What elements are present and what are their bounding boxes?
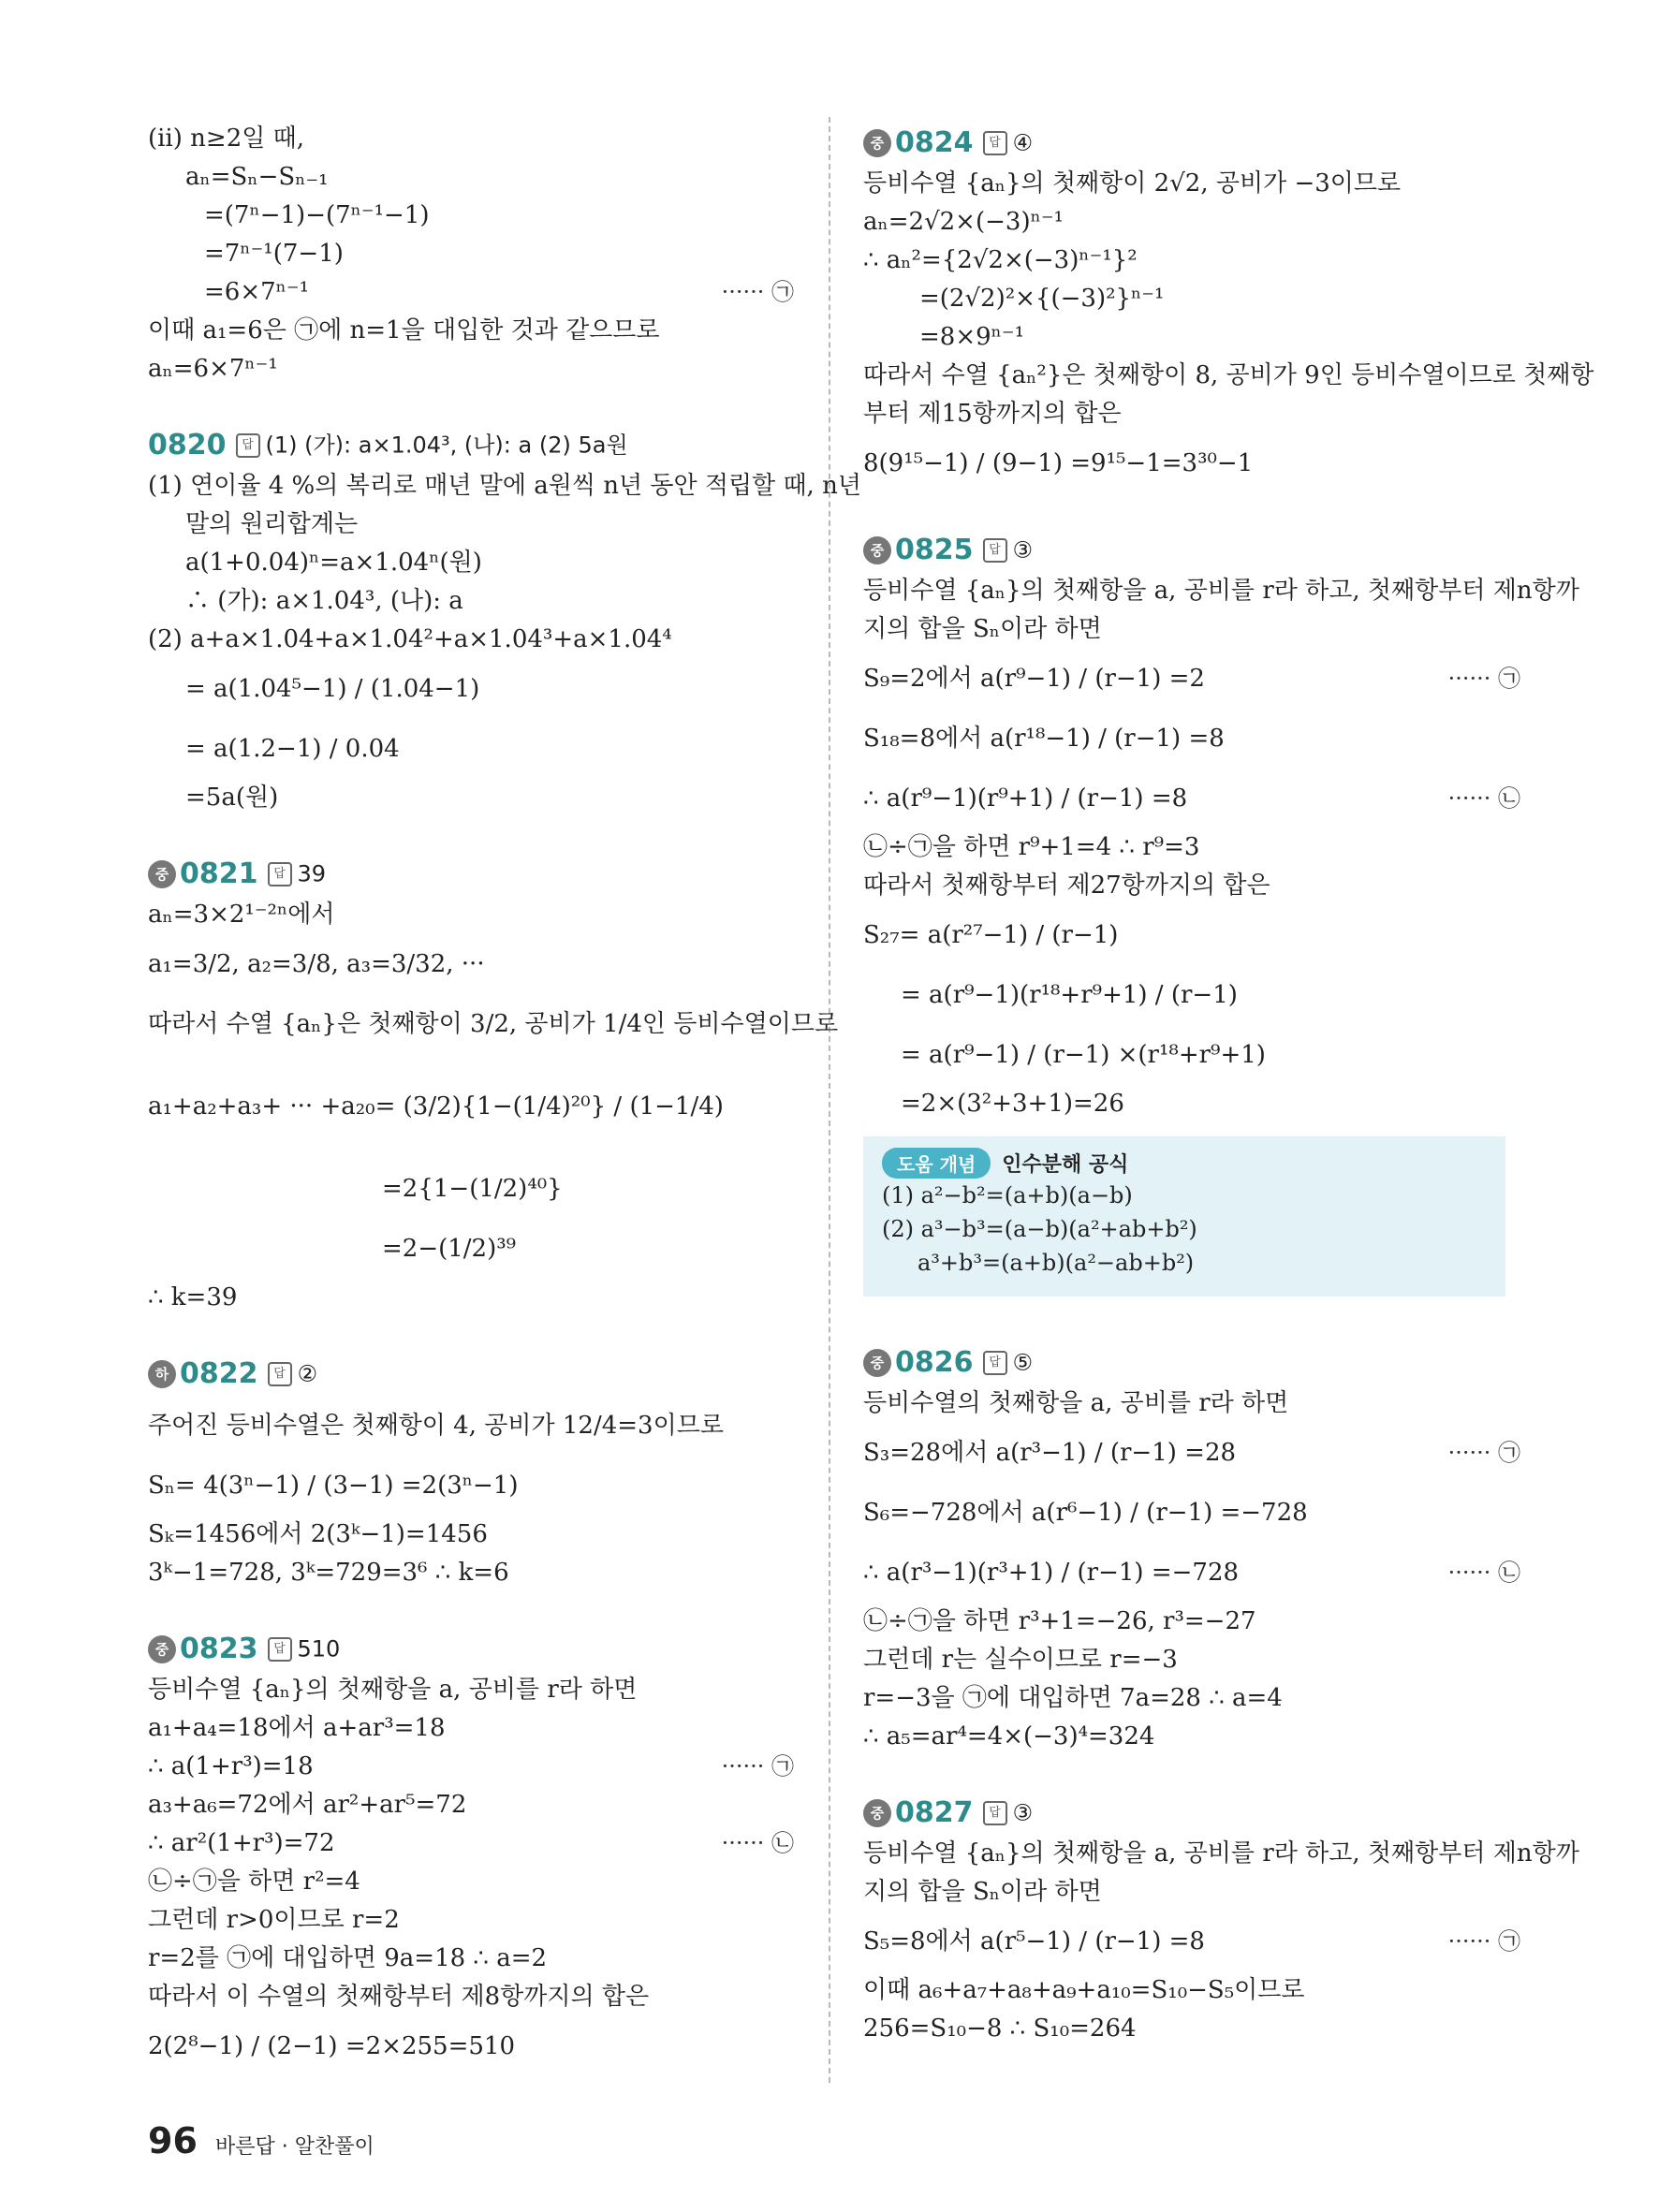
solution-line bbox=[863, 649, 1520, 709]
spacer bbox=[863, 1756, 1520, 1790]
solution-text: =5a(원) bbox=[185, 784, 279, 812]
solution-text: r=−3을 ㉠에 대입하면 7a=28 ∴ a=4 bbox=[863, 1684, 1283, 1712]
problem-header-0820 bbox=[148, 422, 794, 467]
equation-marker: ······ ㉡ bbox=[721, 1830, 794, 1856]
solution-text: (1) 연이율 4 %의 복리로 매년 말에 a원씩 n년 동안 적립할 때, n년 bbox=[148, 472, 861, 500]
solution-line bbox=[863, 1423, 1520, 1483]
right-column bbox=[863, 120, 1594, 2048]
problem-header-0823 bbox=[148, 1626, 794, 1671]
problem-number: 0820 bbox=[148, 428, 227, 461]
answer-text: (1) (가): a×1.04³, (나): a (2) 5a원 bbox=[265, 432, 628, 459]
solution-text: 따라서 수열 {aₙ²}은 첫째항이 8, 공비가 9인 등비수열이므로 첫째항 bbox=[863, 361, 1594, 389]
concept-line: (2) a³−b³=(a−b)(a²+ab+b²) bbox=[882, 1216, 1197, 1242]
solution-line bbox=[148, 1219, 794, 1279]
equation-marker: ······ ㉠ bbox=[1447, 1440, 1520, 1466]
concept-line: (1) a²−b²=(a+b)(a−b) bbox=[882, 1182, 1133, 1209]
solution-text: 그런데 r>0이므로 r=2 bbox=[148, 1906, 400, 1934]
equation-marker: ······ ㉠ bbox=[1447, 666, 1520, 692]
solution-line bbox=[148, 1709, 794, 1748]
solution-line bbox=[863, 610, 1520, 649]
problem-header-0821 bbox=[148, 851, 794, 896]
solution-line bbox=[148, 2016, 794, 2076]
solution-line bbox=[863, 709, 1520, 769]
solution-line bbox=[148, 1940, 794, 1978]
solution-text: a₁=3/2, a₂=3/8, a₃=3/32, ··· bbox=[148, 950, 485, 978]
answer-box-icon: 답 bbox=[268, 862, 292, 886]
solution-line bbox=[148, 273, 794, 312]
answer-box-icon: 답 bbox=[236, 433, 260, 458]
solution-text: aₙ=2√2×(−3)ⁿ⁻¹ bbox=[863, 208, 1064, 236]
solution-text: r=2를 ㉠에 대입하면 9a=18 ∴ a=2 bbox=[148, 1944, 548, 1972]
solution-line bbox=[148, 896, 794, 934]
spacer bbox=[148, 1317, 794, 1351]
solution-text: =(7ⁿ−1)−(7ⁿ⁻¹−1) bbox=[204, 201, 430, 229]
solution-text: =(2√2)²×{(−3)²}ⁿ⁻¹ bbox=[919, 285, 1165, 313]
solution-line bbox=[148, 235, 794, 273]
equation-marker: ······ ㉠ bbox=[721, 1753, 794, 1780]
solution-line bbox=[148, 1054, 794, 1159]
solution-text: S₉=2에서 a(r⁹−1) / (r−1) =2 bbox=[863, 665, 1205, 693]
concept-tag: 도움 개념 bbox=[882, 1148, 991, 1179]
problem-header-0825 bbox=[863, 527, 1520, 572]
solution-text: 등비수열 {aₙ}의 첫째항이 2√2, 공비가 −3이므로 bbox=[863, 169, 1402, 198]
solution-text: 말의 원리합계는 bbox=[185, 510, 359, 538]
solution-text: S₅=8에서 a(r⁵−1) / (r−1) =8 bbox=[863, 1927, 1205, 1956]
solution-text: 3ᵏ−1=728, 3ᵏ=729=3⁶ ∴ k=6 bbox=[148, 1559, 509, 1587]
difficulty-badge: 중 bbox=[863, 1349, 891, 1377]
solution-text: ∴ k=39 bbox=[148, 1283, 238, 1311]
answer-text: 510 bbox=[297, 1635, 341, 1663]
solution-text: 등비수열 {aₙ}의 첫째항을 a, 공비를 r라 하면 bbox=[148, 1676, 638, 1704]
concept-box bbox=[863, 1136, 1505, 1296]
solution-line bbox=[863, 1873, 1520, 1912]
equation-marker: ······ ㉠ bbox=[1447, 1928, 1520, 1955]
solution-text: ∴ aₙ²={2√2×(−3)ⁿ⁻¹}² bbox=[863, 246, 1138, 274]
solution-line bbox=[148, 1554, 794, 1592]
solution-line bbox=[863, 395, 1520, 433]
solution-text: ㉡÷㉠을 하면 r²=4 bbox=[148, 1868, 360, 1896]
solution-line bbox=[863, 357, 1594, 395]
solution-text: ∴ a(r⁹−1)(r⁹+1) / (r−1) =8 bbox=[863, 784, 1188, 813]
solution-line bbox=[863, 867, 1520, 905]
difficulty-badge: 중 bbox=[148, 1635, 176, 1663]
solution-text: =6×7ⁿ⁻¹ bbox=[204, 278, 310, 306]
solution-text: a₁+a₂+a₃+ ··· +a₂₀= (3/2){1−(1/4)²⁰} / (1−1/4) bbox=[148, 1092, 724, 1121]
spacer bbox=[863, 493, 1520, 527]
solution-line bbox=[863, 1085, 1520, 1123]
problem-number: 0822 bbox=[180, 1356, 258, 1390]
solution-line bbox=[148, 350, 794, 388]
solution-line bbox=[863, 165, 1520, 203]
solution-text: = a(r⁹−1) / (r−1) ×(r¹⁸+r⁹+1) bbox=[901, 1041, 1266, 1069]
solution-text: (ⅱ) n≥2일 때, bbox=[148, 125, 305, 153]
left-column bbox=[148, 120, 861, 2076]
solution-text: ∴ a(1+r³)=18 bbox=[148, 1752, 314, 1780]
solution-line bbox=[863, 242, 1520, 280]
solution-line bbox=[148, 659, 794, 719]
solution-text: S₁₈=8에서 a(r¹⁸−1) / (r−1) =8 bbox=[863, 725, 1225, 753]
solution-text: 이때 a₁=6은 ㉠에 n=1을 대입한 것과 같으므로 bbox=[148, 316, 660, 344]
difficulty-badge: 하 bbox=[148, 1360, 176, 1388]
solution-text: a₁+a₄=18에서 a+ar³=18 bbox=[148, 1714, 446, 1742]
solution-line bbox=[148, 994, 839, 1054]
solution-line bbox=[863, 1835, 1579, 1873]
solution-line bbox=[148, 719, 794, 779]
solution-text: aₙ=3×2¹⁻²ⁿ에서 bbox=[148, 901, 335, 929]
solution-line bbox=[148, 1671, 794, 1709]
solution-text: =2×(3²+3+1)=26 bbox=[901, 1090, 1124, 1118]
solution-text: = a(1.2−1) / 0.04 bbox=[185, 735, 400, 763]
solution-text: =2{1−(1/2)⁴⁰} bbox=[382, 1175, 563, 1203]
answer-text: ④ bbox=[1012, 129, 1034, 156]
solution-text: a₃+a₆=72에서 ar²+ar⁵=72 bbox=[148, 1791, 467, 1819]
solution-line bbox=[863, 1543, 1520, 1603]
solution-text: 따라서 이 수열의 첫째항부터 제8항까지의 합은 bbox=[148, 1983, 650, 2011]
solution-text: 부터 제15항까지의 합은 bbox=[863, 400, 1122, 428]
solution-text: Sₖ=1456에서 2(3ᵏ−1)=1456 bbox=[148, 1520, 488, 1548]
answer-text: ③ bbox=[1012, 1799, 1034, 1826]
solution-line bbox=[863, 280, 1520, 318]
problem-number: 0825 bbox=[895, 533, 974, 566]
solution-text: 8(9¹⁵−1) / (9−1) =9¹⁵−1=3³⁰−1 bbox=[863, 449, 1254, 477]
solution-line bbox=[148, 467, 861, 505]
answer-box-icon: 답 bbox=[983, 538, 1007, 563]
solution-line bbox=[863, 1384, 1520, 1423]
solution-line bbox=[148, 1901, 794, 1940]
page-number: 96 bbox=[148, 2120, 198, 2161]
answer-text: ③ bbox=[1012, 536, 1034, 564]
solution-text: 지의 합을 Sₙ이라 하면 bbox=[863, 615, 1102, 643]
problem-header-0827 bbox=[863, 1790, 1520, 1835]
page-footer bbox=[148, 2120, 374, 2161]
solution-text: 2(2⁸−1) / (2−1) =2×255=510 bbox=[148, 2032, 515, 2060]
answer-text: 39 bbox=[297, 860, 327, 887]
solution-line bbox=[148, 312, 794, 350]
spacer bbox=[148, 388, 794, 422]
problem-number: 0823 bbox=[180, 1632, 258, 1665]
solution-line bbox=[863, 1483, 1520, 1543]
solution-line bbox=[863, 1718, 1520, 1756]
solution-line bbox=[148, 120, 794, 158]
solution-line bbox=[148, 197, 794, 235]
answer-box-icon: 답 bbox=[983, 131, 1007, 155]
solution-text: 256=S₁₀−8 ∴ S₁₀=264 bbox=[863, 2014, 1137, 2043]
solution-line bbox=[148, 1456, 794, 1516]
answer-box-icon: 답 bbox=[983, 1351, 1007, 1375]
problem-number: 0824 bbox=[895, 125, 974, 159]
solution-text: 따라서 수열 {aₙ}은 첫째항이 3/2, 공비가 1/4인 등비수열이므로 bbox=[148, 1010, 839, 1038]
solution-text: ∴ a(r³−1)(r³+1) / (r−1) =−728 bbox=[863, 1559, 1240, 1587]
solution-line bbox=[148, 1978, 794, 2016]
solution-line bbox=[863, 433, 1520, 493]
solution-text: S₃=28에서 a(r³−1) / (r−1) =28 bbox=[863, 1439, 1237, 1467]
solution-text: 등비수열 {aₙ}의 첫째항을 a, 공비를 r라 하고, 첫째항부터 제n항까 bbox=[863, 577, 1579, 605]
equation-marker: ······ ㉠ bbox=[721, 279, 794, 305]
solution-line bbox=[863, 965, 1520, 1025]
solution-line bbox=[863, 318, 1520, 357]
solution-text: Sₙ= 4(3ⁿ−1) / (3−1) =2(3ⁿ−1) bbox=[148, 1472, 519, 1500]
difficulty-badge: 중 bbox=[863, 536, 891, 564]
solution-text: a(1+0.04)ⁿ=a×1.04ⁿ(원) bbox=[185, 549, 482, 577]
spacer bbox=[148, 817, 794, 851]
solution-text: ㉡÷㉠을 하면 r³+1=−26, r³=−27 bbox=[863, 1607, 1256, 1635]
solution-line bbox=[148, 158, 794, 197]
column-divider bbox=[829, 117, 830, 2083]
solution-line bbox=[863, 905, 1520, 965]
solution-text: S₆=−728에서 a(r⁶−1) / (r−1) =−728 bbox=[863, 1499, 1308, 1527]
solution-text: = a(1.04⁵−1) / (1.04−1) bbox=[185, 675, 480, 703]
solution-line bbox=[148, 1396, 794, 1456]
difficulty-badge: 중 bbox=[863, 129, 891, 157]
solution-text: S₂₇= a(r²⁷−1) / (r−1) bbox=[863, 921, 1119, 949]
equation-marker: ······ ㉡ bbox=[1447, 785, 1520, 812]
equation-marker: ······ ㉡ bbox=[1447, 1560, 1520, 1586]
solution-line bbox=[148, 544, 794, 582]
solution-line bbox=[863, 1641, 1520, 1679]
solution-text: 등비수열 {aₙ}의 첫째항을 a, 공비를 r라 하고, 첫째항부터 제n항까 bbox=[863, 1839, 1579, 1868]
solution-text: 지의 합을 Sₙ이라 하면 bbox=[863, 1878, 1102, 1906]
solution-line bbox=[148, 505, 794, 544]
solution-text: 이때 a₆+a₇+a₈+a₉+a₁₀=S₁₀−S₅이므로 bbox=[863, 1976, 1305, 2004]
solution-line bbox=[863, 2010, 1520, 2048]
spacer bbox=[863, 1306, 1520, 1340]
solution-line bbox=[863, 1603, 1520, 1641]
answer-box-icon: 답 bbox=[983, 1801, 1007, 1825]
solution-text: =2−(1/2)³⁹ bbox=[382, 1235, 517, 1263]
solution-text: 그런데 r는 실수이므로 r=−3 bbox=[863, 1646, 1178, 1674]
problem-number: 0827 bbox=[895, 1795, 974, 1829]
solution-text: ∴ (가): a×1.04³, (나): a bbox=[185, 587, 463, 615]
answer-box-icon: 답 bbox=[268, 1362, 292, 1386]
solution-text: 주어진 등비수열은 첫째항이 4, 공비가 12/4=3이므로 bbox=[148, 1412, 724, 1440]
solution-line bbox=[148, 1748, 794, 1786]
solution-text: 따라서 첫째항부터 제27항까지의 합은 bbox=[863, 872, 1270, 900]
problem-header-0822 bbox=[148, 1351, 794, 1396]
problem-header-0824 bbox=[863, 120, 1520, 165]
solution-line bbox=[863, 828, 1520, 867]
solution-line bbox=[148, 582, 794, 621]
solution-line bbox=[863, 203, 1520, 242]
solution-text: aₙ=Sₙ−Sₙ₋₁ bbox=[185, 163, 329, 191]
solution-text: ㉡÷㉠을 하면 r⁹+1=4 ∴ r⁹=3 bbox=[863, 833, 1200, 861]
concept-line: a³+b³=(a+b)(a²−ab+b²) bbox=[918, 1250, 1195, 1276]
solution-line bbox=[863, 1912, 1520, 1971]
answer-text: ⑤ bbox=[1012, 1349, 1034, 1376]
difficulty-badge: 중 bbox=[148, 860, 176, 888]
solution-line bbox=[148, 1824, 794, 1863]
answer-box-icon: 답 bbox=[268, 1637, 292, 1662]
difficulty-badge: 중 bbox=[863, 1799, 891, 1827]
solution-line bbox=[863, 1971, 1520, 2010]
answer-text: ② bbox=[297, 1360, 318, 1387]
solution-line bbox=[148, 1279, 794, 1317]
problem-number: 0821 bbox=[180, 857, 258, 890]
solution-line bbox=[148, 621, 794, 659]
solution-line bbox=[148, 779, 794, 817]
problem-number: 0826 bbox=[895, 1345, 974, 1379]
solution-text: ∴ a₅=ar⁴=4×(−3)⁴=324 bbox=[863, 1722, 1155, 1751]
solution-line bbox=[863, 769, 1520, 828]
solution-text: aₙ=6×7ⁿ⁻¹ bbox=[148, 355, 278, 383]
solution-text: ∴ ar²(1+r³)=72 bbox=[148, 1829, 335, 1857]
solution-line bbox=[148, 1516, 794, 1554]
solution-line bbox=[863, 1679, 1520, 1718]
solution-text: =7ⁿ⁻¹(7−1) bbox=[204, 240, 344, 268]
solution-line bbox=[148, 934, 794, 994]
concept-title: 인수분해 공식 bbox=[1002, 1153, 1129, 1177]
solution-line bbox=[148, 1159, 794, 1219]
solution-text: (2) a+a×1.04+a×1.04²+a×1.04³+a×1.04⁴ bbox=[148, 625, 672, 653]
solution-line bbox=[863, 572, 1579, 610]
solution-line bbox=[148, 1863, 794, 1901]
solution-text: 등비수열의 첫째항을 a, 공비를 r라 하면 bbox=[863, 1389, 1289, 1417]
solution-text: = a(r⁹−1)(r¹⁸+r⁹+1) / (r−1) bbox=[901, 981, 1238, 1009]
solution-line bbox=[148, 1786, 794, 1824]
solution-text: =8×9ⁿ⁻¹ bbox=[919, 323, 1025, 351]
solution-line bbox=[863, 1025, 1520, 1085]
problem-header-0826 bbox=[863, 1340, 1520, 1384]
spacer bbox=[148, 1592, 794, 1626]
footer-title: 바른답 · 알찬풀이 bbox=[214, 2135, 374, 2159]
